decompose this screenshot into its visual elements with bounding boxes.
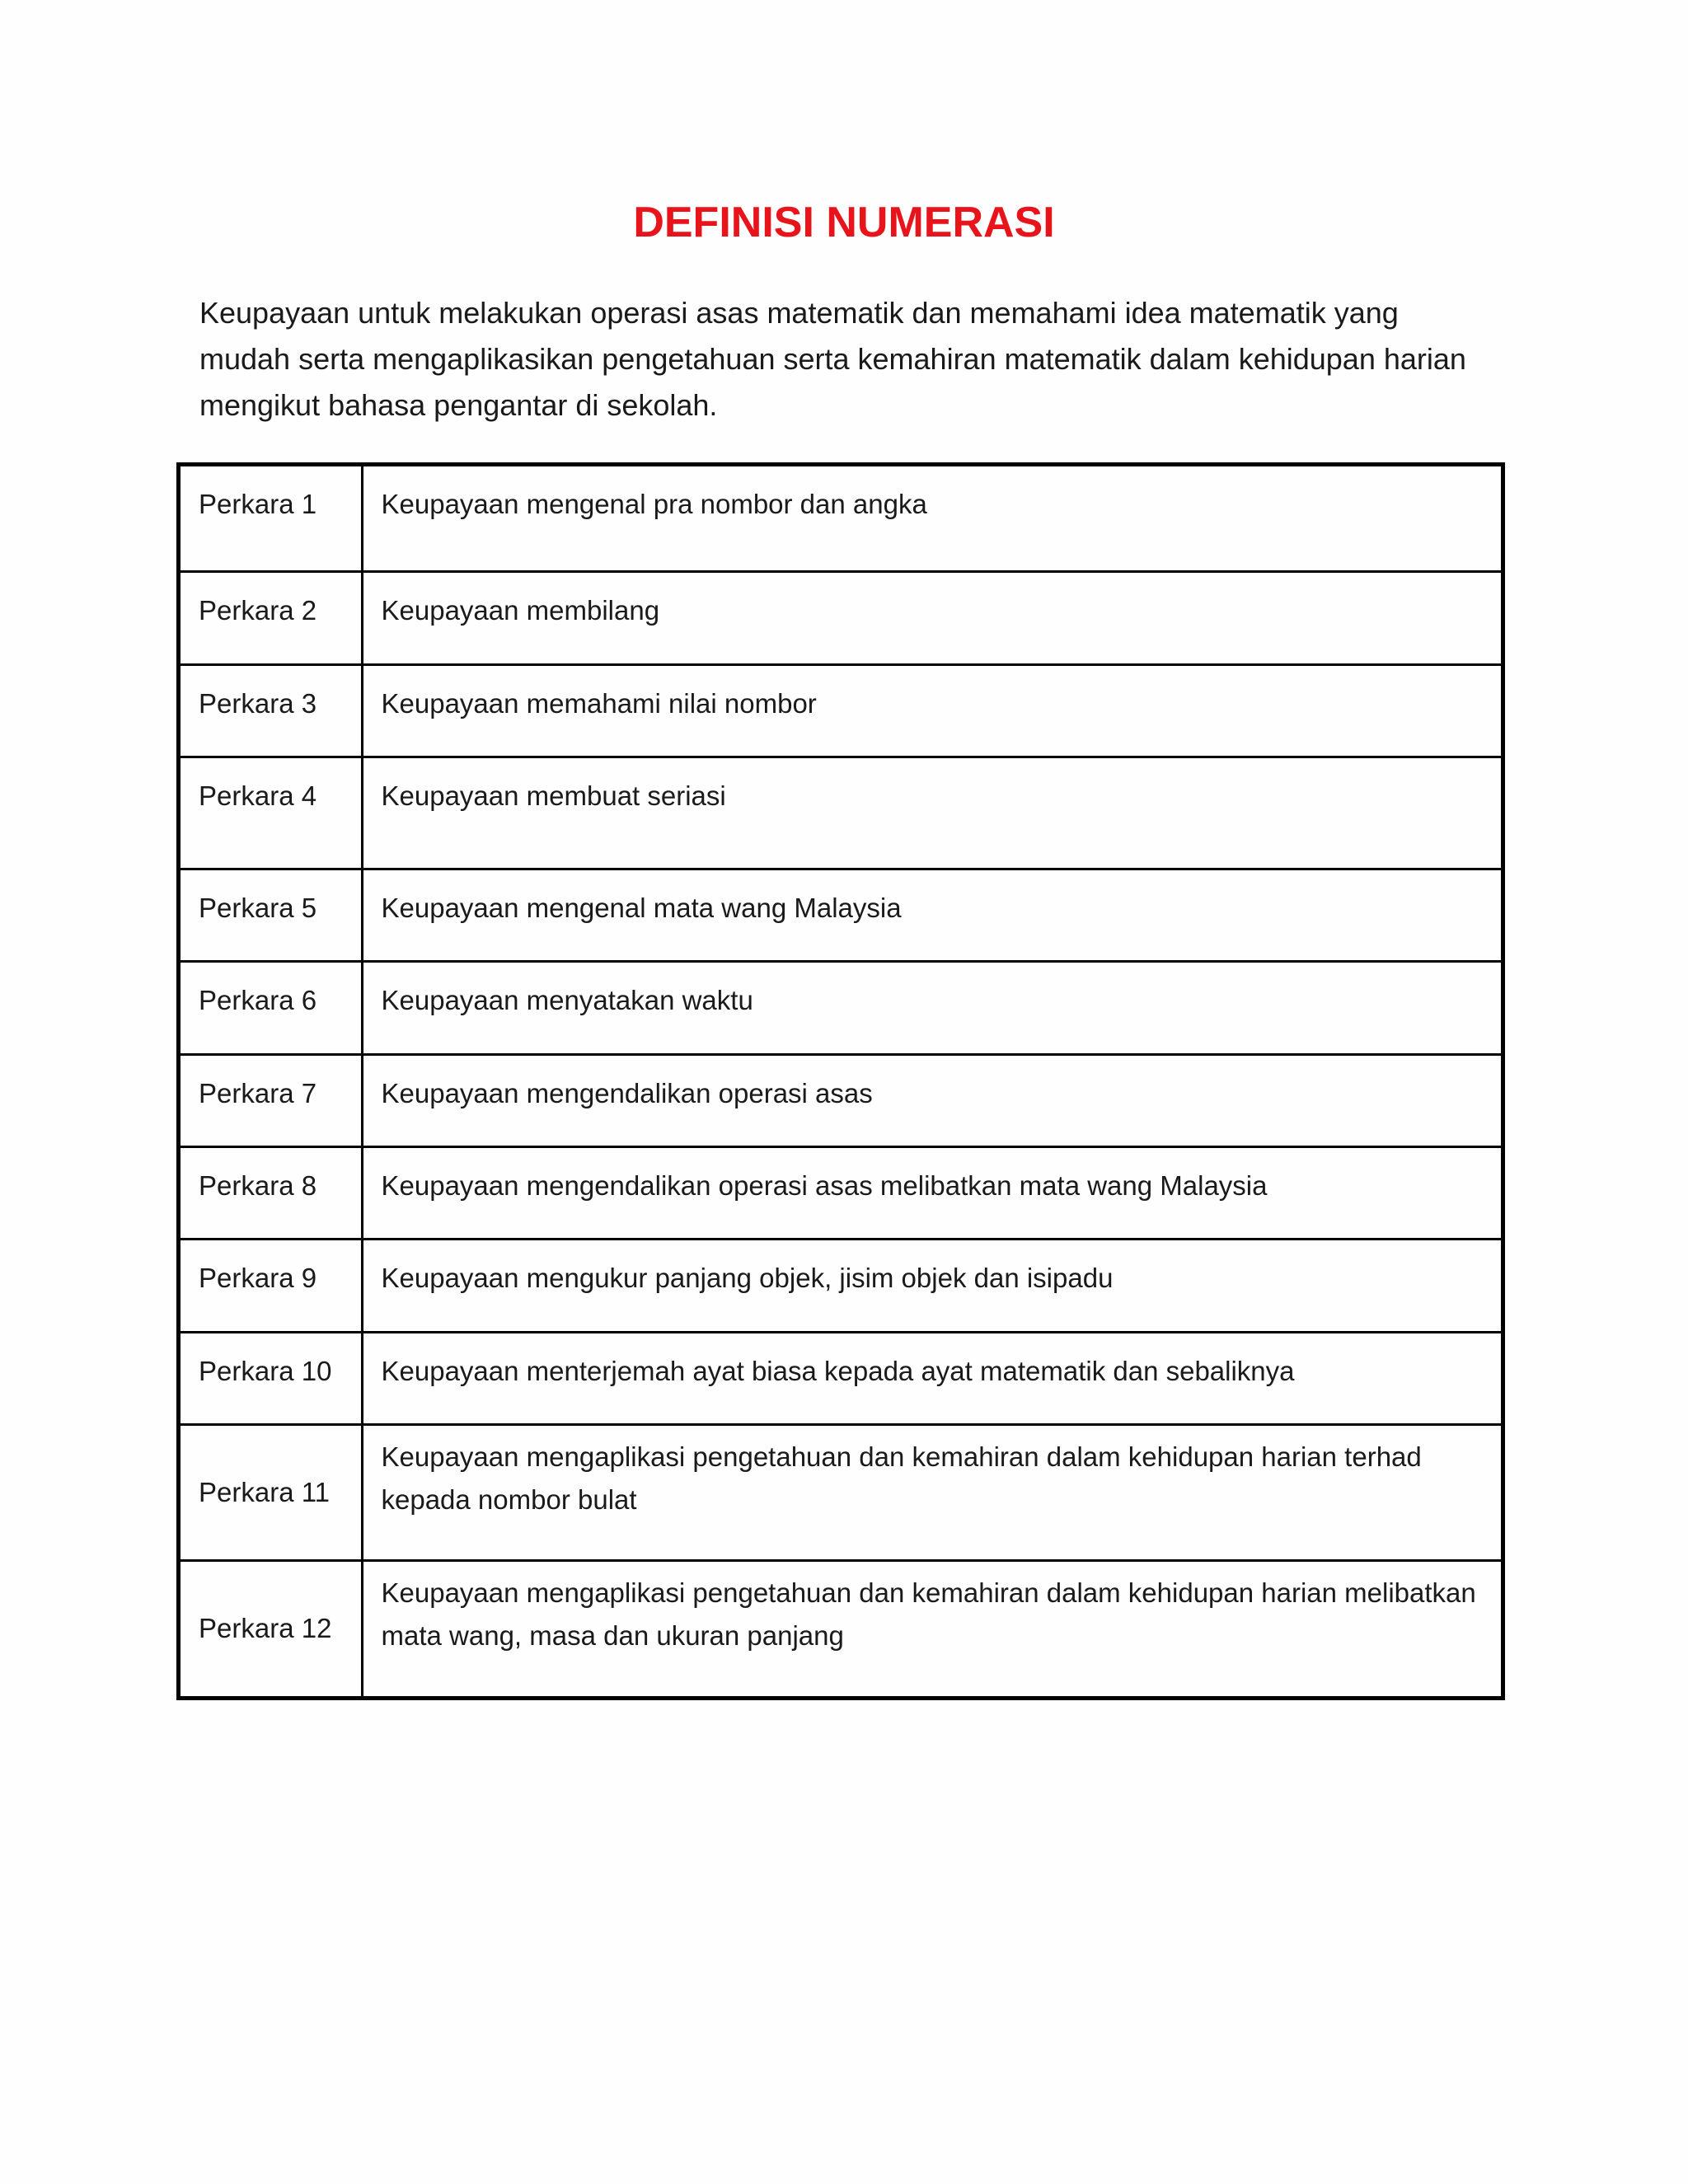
table-row	[181, 1054, 1501, 1146]
perkara-description: Keupayaan membilang	[362, 571, 1501, 664]
perkara-label: Perkara 1	[181, 466, 362, 571]
perkara-label: Perkara 2	[181, 571, 362, 664]
page-title: DEFINISI NUMERASI	[633, 199, 1055, 246]
table-row	[181, 1424, 1501, 1560]
perkara-table-frame	[176, 462, 1505, 1700]
table-row	[181, 1146, 1501, 1239]
perkara-description: Keupayaan menterjemah ayat biasa kepada ayat matematik dan sebaliknya	[362, 1332, 1501, 1424]
perkara-label: Perkara 6	[181, 961, 362, 1054]
perkara-description: Keupayaan mengenal mata wang Malaysia	[362, 869, 1501, 961]
perkara-description: Keupayaan mengenal pra nombor dan angka	[362, 466, 1501, 571]
table-row	[181, 466, 1501, 571]
table-row	[181, 757, 1501, 869]
table-row	[181, 664, 1501, 757]
table-row	[181, 1560, 1501, 1696]
perkara-description: Keupayaan mengendalikan operasi asas melibatkan mata wang Malaysia	[362, 1146, 1501, 1239]
perkara-label: Perkara 12	[181, 1560, 362, 1696]
perkara-table	[181, 466, 1501, 1696]
perkara-description: Keupayaan mengukur panjang objek, jisim objek dan isipadu	[362, 1239, 1501, 1332]
perkara-description: Keupayaan membuat seriasi	[362, 757, 1501, 869]
perkara-label: Perkara 5	[181, 869, 362, 961]
perkara-label: Perkara 4	[181, 757, 362, 869]
table-row	[181, 1239, 1501, 1332]
perkara-label: Perkara 9	[181, 1239, 362, 1332]
perkara-description: Keupayaan mengaplikasi pengetahuan dan kemahiran dalam kehidupan harian melibatkan mata wang, masa dan ukuran panjang	[362, 1560, 1501, 1696]
perkara-label: Perkara 7	[181, 1054, 362, 1146]
perkara-label: Perkara 11	[181, 1424, 362, 1560]
perkara-description: Keupayaan mengendalikan operasi asas	[362, 1054, 1501, 1146]
definition-paragraph: Keupayaan untuk melakukan operasi asas matematik dan memahami idea matematik yang mudah serta mengaplikasikan pengetahuan serta kemahiran matematik dalam kehidupan harian mengikut bahasa pengantar di sekolah.	[199, 296, 1466, 422]
table-row	[181, 869, 1501, 961]
perkara-description: Keupayaan mengaplikasi pengetahuan dan kemahiran dalam kehidupan harian terhad kepada nombor bulat	[362, 1424, 1501, 1560]
perkara-label: Perkara 8	[181, 1146, 362, 1239]
perkara-label: Perkara 10	[181, 1332, 362, 1424]
table-row	[181, 1332, 1501, 1424]
perkara-description: Keupayaan menyatakan waktu	[362, 961, 1501, 1054]
perkara-description: Keupayaan memahami nilai nombor	[362, 664, 1501, 757]
table-row	[181, 571, 1501, 664]
table-row	[181, 961, 1501, 1054]
perkara-label: Perkara 3	[181, 664, 362, 757]
